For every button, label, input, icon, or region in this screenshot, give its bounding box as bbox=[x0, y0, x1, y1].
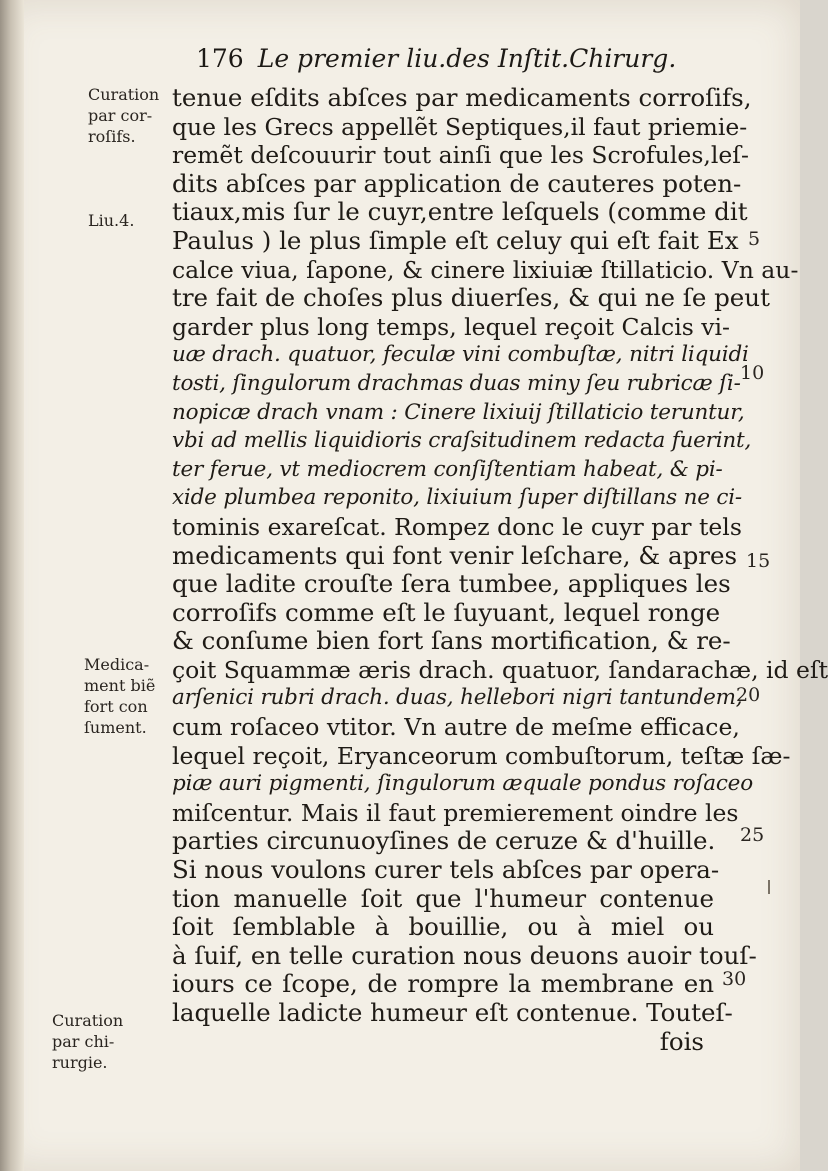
margin-note-line: Liu.4. bbox=[88, 211, 135, 230]
text-line: que ladite crouſte ſera tumbee, appliques les bbox=[172, 569, 731, 599]
text-line: tion manuelle ſoit que l'humeur contenue bbox=[172, 883, 714, 913]
text-line: miſcentur. Mais il faut premierement oindre les bbox=[172, 798, 739, 827]
text-line: cum roſaceo vtitor. Vn autre de meſme efficace, bbox=[172, 713, 740, 742]
text-line: laquelle ladicte humeur eſt contenue. Touteſ- bbox=[172, 998, 733, 1027]
text-line: piæ auri pigmenti, ſingulorum æquale pondus roſaceo bbox=[172, 771, 753, 797]
text-line: fois bbox=[659, 1026, 704, 1056]
margin-note-liu-ref bbox=[88, 210, 134, 231]
text-line: Paulus ) le plus ſimple eſt celuy qui eſt fait Ex bbox=[172, 225, 739, 255]
text-line: ter ferue, vt mediocrem conſiſtentiam habeat, & pi- bbox=[172, 456, 723, 482]
line-number: 25 bbox=[740, 824, 765, 846]
margin-note-line: Curation bbox=[52, 1011, 124, 1030]
text-line: tominis exareſcat. Rompez donc le cuyr par tels bbox=[172, 512, 742, 541]
text-line: iours ce ſcope, de rompre la membrane en bbox=[172, 969, 714, 999]
margin-note-medicament bbox=[84, 654, 155, 738]
page-binding-edge bbox=[0, 0, 24, 1171]
text-line: nopicæ drach vnam : Cinere lixiuij ſtillaticio teruntur, bbox=[172, 399, 745, 425]
line-number: 10 bbox=[740, 362, 765, 384]
text-line: tre fait de choſes plus diuerſes, & qui ne ſe peut bbox=[172, 283, 770, 313]
text-line: garder plus long temps, lequel reçoit Calcis vi- bbox=[172, 312, 730, 341]
text-line: Si nous voulons curer tels abſces par opera- bbox=[172, 855, 720, 885]
text-line: à ſuif, en telle curation nous deuons auoir touſ- bbox=[172, 940, 757, 970]
text-line: xide plumbea reponito, lixiuium ſuper diſtillans ne ci- bbox=[172, 485, 742, 511]
text-line: medicaments qui font venir leſchare, & apres bbox=[172, 540, 738, 570]
text-line: tiaux,mis ſur le cuyr,entre leſquels (comme dit bbox=[172, 197, 748, 227]
text-line: arſenici rubri drach. duas, hellebori nigri tantundem, bbox=[172, 685, 743, 711]
page-number: 176 bbox=[196, 44, 244, 73]
ink-mark bbox=[768, 880, 770, 894]
text-line: uæ drach. quatuor, feculæ vini combuſtæ, nitri liquidi bbox=[172, 342, 749, 368]
line-number: 5 bbox=[748, 228, 761, 250]
text-line: & conſume bien fort ſans mortification, & re- bbox=[172, 626, 731, 656]
margin-note-line: par chi- bbox=[52, 1032, 115, 1051]
text-line: corroſifs comme eſt le ſuyuant, lequel ronge bbox=[172, 597, 721, 627]
text-line: lequel reçoit, Eryanceorum combuſtorum, teſtæ ſæ- bbox=[172, 741, 791, 770]
text-line: ſoit ſemblable à bouillie, ou à miel ou bbox=[172, 912, 714, 942]
text-line: parties circunuoyſines de ceruze & d'huille. bbox=[172, 826, 716, 856]
margin-note-line: fort con bbox=[84, 697, 148, 716]
line-number: 20 bbox=[736, 684, 761, 706]
margin-note-line: ment biẽ bbox=[84, 676, 156, 695]
margin-note-line: Medica- bbox=[84, 655, 150, 674]
text-line: vbi ad mellis liquidioris craſsitudinem redacta fuerint, bbox=[172, 428, 752, 454]
text-line: calce viua, ſapone, & cinere lixiuiæ ſtillaticio. Vn au- bbox=[172, 255, 799, 284]
line-number: 15 bbox=[746, 550, 771, 572]
margin-note-line: par cor- bbox=[88, 106, 153, 125]
text-line: tosti, ſingulorum drachmas duas miny ſeu rubricæ ſi- bbox=[172, 370, 741, 396]
text-line: tenue eſdits abſces par medicaments corroſifs, bbox=[172, 83, 752, 112]
margin-note-curation-chirurgie bbox=[52, 1010, 123, 1073]
text-line: que les Grecs appellẽt Septiques,il faut priemie- bbox=[172, 112, 748, 141]
margin-note-line: roſifs. bbox=[88, 127, 136, 146]
text-line: çoit Squammæ æris drach. quatuor, ſandarachæ, id eſt bbox=[172, 655, 828, 684]
margin-note-curation-corrosifs bbox=[88, 84, 159, 147]
running-header bbox=[196, 44, 676, 73]
running-title: Le premier liu.des Inſtit.Chirurg. bbox=[257, 44, 677, 73]
margin-note-line: ſument. bbox=[84, 718, 147, 737]
text-line: dits abſces par application de cauteres poten- bbox=[172, 168, 742, 198]
margin-note-line: Curation bbox=[88, 85, 160, 104]
margin-note-line: rurgie. bbox=[52, 1053, 108, 1072]
text-line: remẽt deſcouurir tout ainſi que les Scrofules,leſ- bbox=[172, 141, 749, 170]
line-number: 30 bbox=[722, 968, 747, 990]
